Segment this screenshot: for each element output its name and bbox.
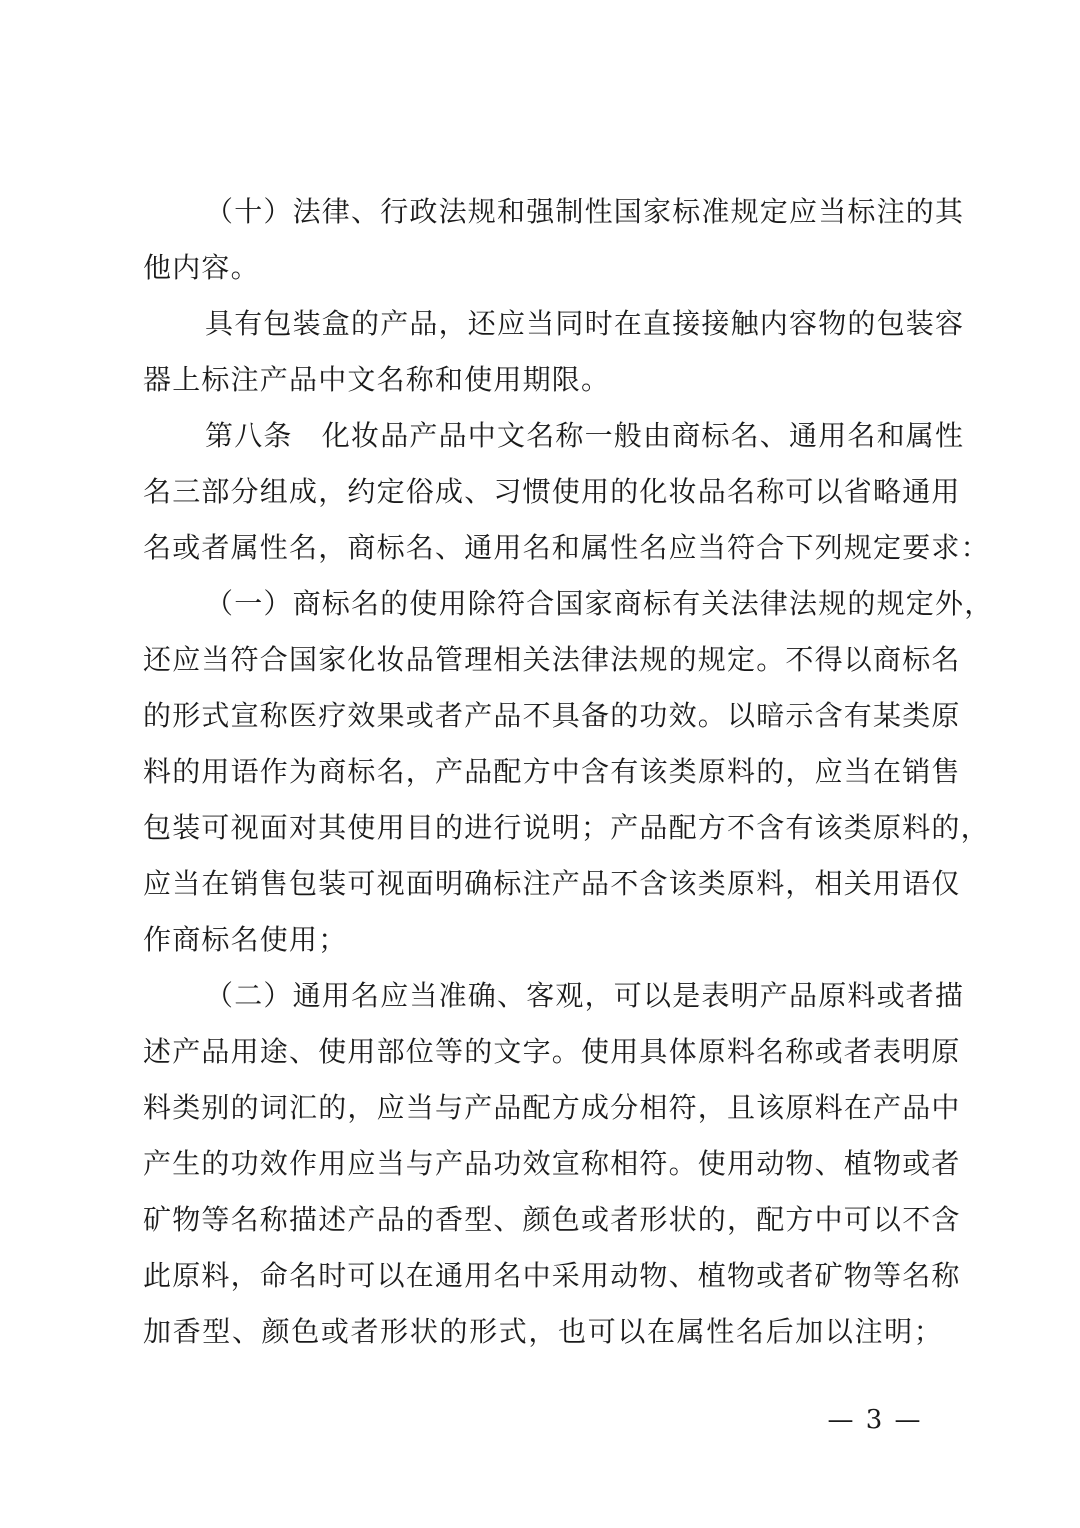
page-number: — 3 — bbox=[827, 1405, 923, 1435]
paragraph-line: 作商标名使用； bbox=[143, 923, 348, 956]
paragraph-line: 产生的功效作用应当与产品功效宣称相符。使用动物、植物或者 bbox=[143, 1147, 961, 1180]
paragraph-line: 还应当符合国家化妆品管理相关法律法规的规定。不得以商标名 bbox=[143, 643, 961, 676]
paragraph-line: 器上标注产品中文名称和使用期限。 bbox=[143, 363, 611, 396]
paragraph-line: （一）商标名的使用除符合国家商标有关法律法规的规定外， bbox=[205, 587, 994, 620]
paragraph-line: 料类别的词汇的，应当与产品配方成分相符，且该原料在产品中 bbox=[143, 1091, 961, 1124]
paragraph-line: 矿物等名称描述产品的香型、颜色或者形状的，配方中可以不含 bbox=[143, 1203, 961, 1236]
paragraph-line: 他内容。 bbox=[143, 251, 260, 284]
paragraph-line: 具有包装盒的产品，还应当同时在直接接触内容物的包装容 bbox=[205, 307, 965, 340]
article-heading-line: 第八条 化妆品产品中文名称一般由商标名、通用名和属性 bbox=[205, 419, 965, 452]
paragraph-line: 应当在销售包装可视面明确标注产品不含该类原料，相关用语仅 bbox=[143, 867, 961, 900]
paragraph-line: 加香型、颜色或者形状的形式，也可以在属性名后加以注明； bbox=[143, 1315, 943, 1348]
paragraph-line: 此原料，命名时可以在通用名中采用动物、植物或者矿物等名称 bbox=[143, 1259, 961, 1292]
paragraph-line: （二）通用名应当准确、客观，可以是表明产品原料或者描 bbox=[205, 979, 965, 1012]
paragraph-line: 的形式宣称医疗效果或者产品不具备的功效。以暗示含有某类原 bbox=[143, 699, 961, 732]
paragraph-line: 料的用语作为商标名，产品配方中含有该类原料的，应当在销售 bbox=[143, 755, 961, 788]
paragraph-line: （十）法律、行政法规和强制性国家标准规定应当标注的其 bbox=[205, 195, 965, 228]
paragraph-line: 名三部分组成，约定俗成、习惯使用的化妆品名称可以省略通用 bbox=[143, 475, 961, 508]
paragraph-line: 述产品用途、使用部位等的文字。使用具体原料名称或者表明原 bbox=[143, 1035, 961, 1068]
paragraph-line: 包装可视面对其使用目的进行说明；产品配方不含有该类原料的， bbox=[143, 811, 990, 844]
paragraph-line: 名或者属性名，商标名、通用名和属性名应当符合下列规定要求： bbox=[143, 531, 990, 564]
